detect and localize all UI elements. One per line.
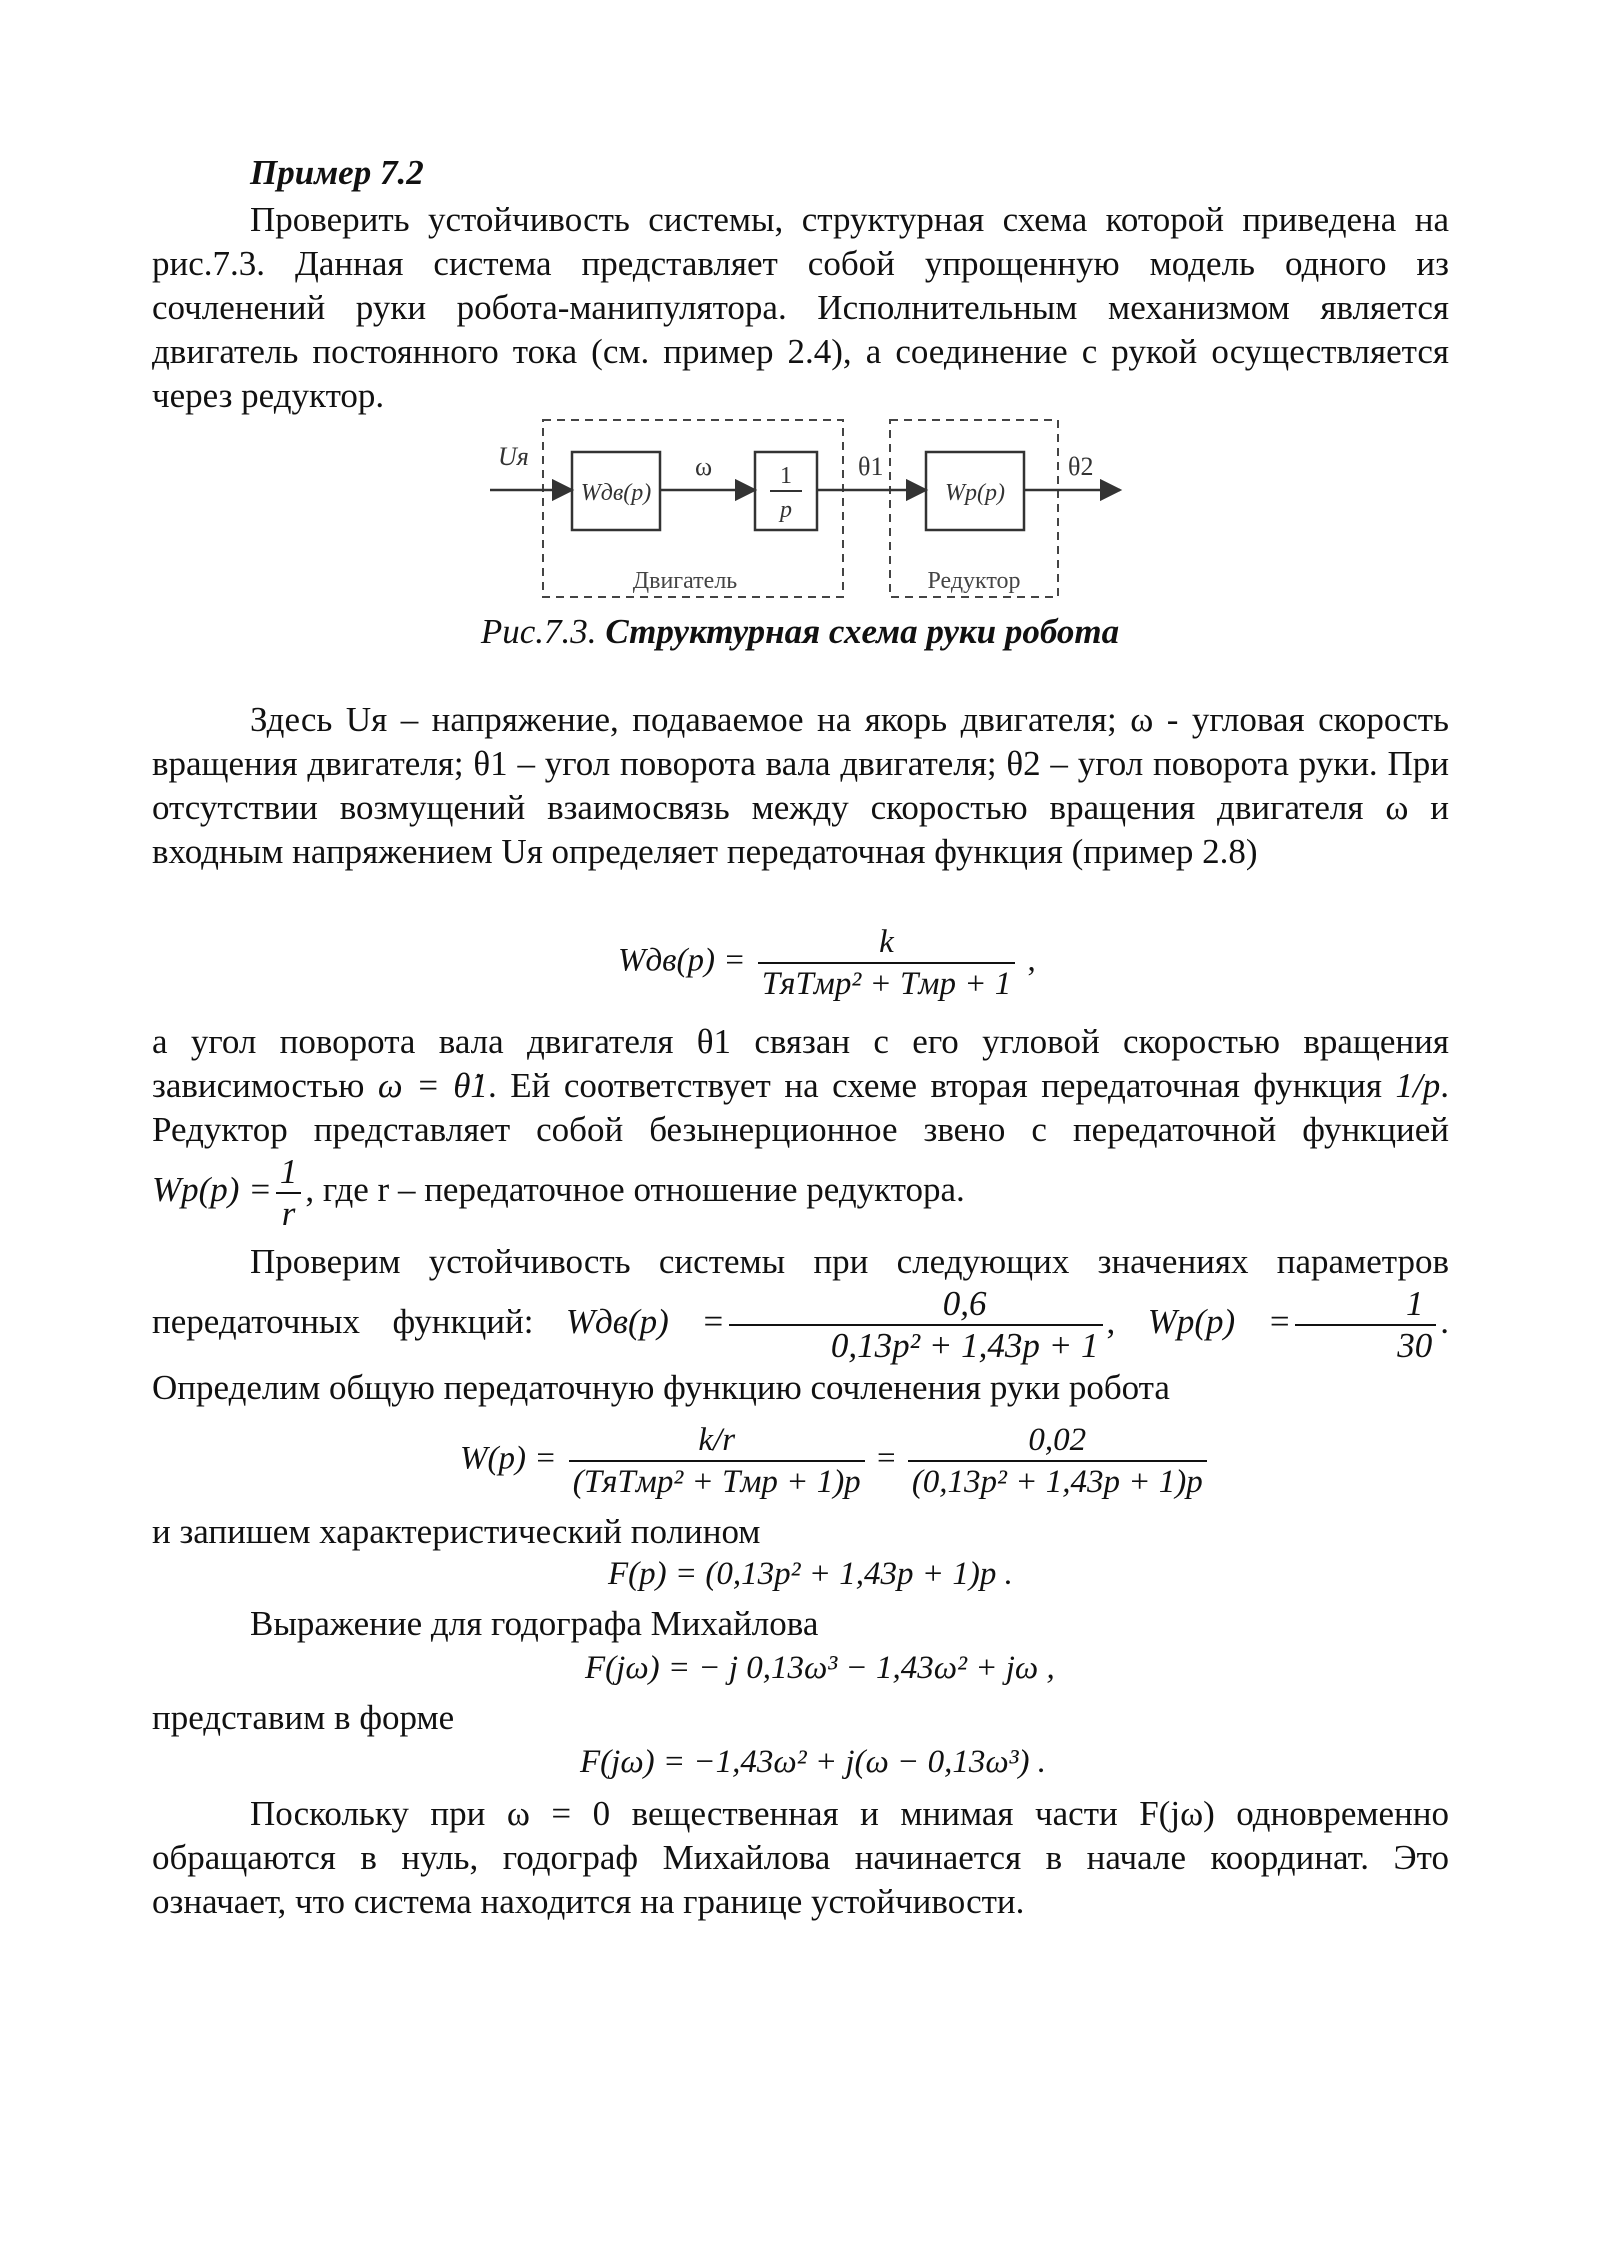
total-fraction-symbolic (569, 1420, 865, 1502)
parameters-text-a: Проверим устойчивость системы при следующих значениях параметров передаточных функций: (152, 1242, 1449, 1342)
polynomial-intro: и запишем характеристический полином (152, 1512, 761, 1551)
motor-tf-value-num: 0,6 (729, 1284, 1103, 1326)
total-den-numeric: (0,13p² + 1,43p + 1)p (911, 1464, 1203, 1500)
motor-tf-value-fraction (729, 1284, 1103, 1366)
reducer-tf-value-fraction (1295, 1284, 1436, 1366)
angle-relation: ω = θ̇1 (377, 1066, 488, 1105)
reducer-tf-value-num: 1 (1295, 1284, 1436, 1326)
hodograph-expression: F(jω) = − j 0,13ω³ − 1,43ω² + jω , (585, 1650, 1055, 1686)
integrator-numerator: 1 (780, 463, 792, 489)
parameters-comma: , (1106, 1302, 1116, 1342)
equation-fraction (758, 922, 1015, 1004)
total-num-symbolic: k/r (569, 1420, 865, 1462)
reducer-tf-value-lhs: Wp(p) = (1147, 1302, 1292, 1342)
theta2-label: θ2 (1068, 452, 1094, 481)
fraction-numerator: k (758, 922, 1015, 964)
angle-text-e: . Редуктор представляет собой безынерционное звено с передаточной функцией (152, 1066, 1450, 1149)
reducer-group-label: Редуктор (927, 568, 1021, 594)
integrator-denominator: p (780, 497, 792, 523)
structural-diagram (480, 410, 1140, 610)
fraction-denominator: TяTмp² + Tмp + 1 (761, 966, 1012, 1002)
variables-paragraph: Здесь Uя – напряжение, подаваемое на якорь двигателя; ω - угловая скорость вращения двигателя; θ1 – угол поворота вала двигателя; θ2 – угол поворота руки. При отсутствии возмущений взаимосвязь между скоростью вращения двигателя ω и входным напряжением Uя определяет передаточная функция (пример 2.8) (152, 700, 1449, 871)
total-equals: = (876, 1440, 896, 1477)
motor-group-label: Двигатель (632, 568, 738, 594)
equation-lhs: Wдв(p) = (618, 942, 746, 979)
parameters-text-e: . Определим общую передаточную функцию сочленения руки робота (152, 1302, 1450, 1407)
motor-block-label: Wдв(p) (580, 480, 652, 506)
total-lhs: W(p) = (460, 1440, 557, 1477)
reducer-block-label: Wр(p) (945, 480, 1005, 506)
reducer-fraction-den: r (281, 1194, 296, 1233)
total-fraction-numeric (908, 1420, 1207, 1502)
hodograph-intro: Выражение для годографа Михайлова (250, 1604, 819, 1643)
motor-tf-value-den: 0,13p² + 1,43p + 1 (830, 1326, 1099, 1365)
angle-text-c: . Ей соответствует на схеме вторая передаточная функция (487, 1066, 1382, 1105)
figure-title: Структурная схема руки робота (605, 612, 1120, 651)
theta1-label: θ1 (858, 452, 884, 481)
integrator-expression: 1/p (1395, 1066, 1441, 1105)
form-intro: представим в форме (152, 1698, 455, 1737)
angle-text-a: а угол поворота вала двигателя θ1 связан с его угловой скоростью вращения зависимостью (152, 1022, 1449, 1105)
example-heading: Пример 7.2 (250, 153, 424, 192)
reducer-fraction-num: 1 (276, 1152, 302, 1194)
characteristic-polynomial: F(p) = (0,13p² + 1,43p + 1)p . (608, 1556, 1013, 1592)
figure-caption (0, 612, 1600, 652)
total-den-symbolic: (TяTмp² + Tмp + 1)p (572, 1464, 861, 1500)
motor-tf-value-lhs: Wдв(p) = (565, 1302, 725, 1342)
reducer-tf-value-den: 30 (1397, 1326, 1433, 1365)
figure-number: Рис.7.3. (480, 612, 597, 651)
parameters-paragraph (152, 1240, 1449, 1410)
angle-text-g: , где r – передаточное отношение редуктора. (305, 1170, 965, 1210)
total-transfer-equation (460, 1420, 1211, 1502)
total-num-numeric: 0,02 (908, 1420, 1207, 1462)
omega-label: ω (695, 452, 713, 481)
motor-transfer-equation (618, 922, 1036, 1004)
equation-tail: , (1027, 942, 1036, 979)
reducer-fraction (276, 1152, 302, 1234)
input-label: Uя (498, 442, 529, 471)
reducer-expression: Wp(p) = (152, 1170, 272, 1210)
intro-paragraph: Проверить устойчивость системы, структурная схема которой приведена на рис.7.3. Данная система представляет собой упрощенную модель одного из сочленений руки робота-манипулятора. Исполнительным механизмом является двигатель постоянного тока (см. пример 2.4), а соединение с рукой осуществляется через редуктор. (152, 200, 1449, 415)
conclusion-paragraph: Поскольку при ω = 0 вещественная и мнимая части F(jω) одновременно обращаются в нуль, годограф Михайлова начинается в начале координат. Это означает, что система находится на границе устойчивости. (152, 1794, 1449, 1921)
angle-paragraph (152, 1020, 1449, 1234)
hodograph-form: F(jω) = −1,43ω² + j(ω − 0,13ω³) . (580, 1744, 1047, 1780)
